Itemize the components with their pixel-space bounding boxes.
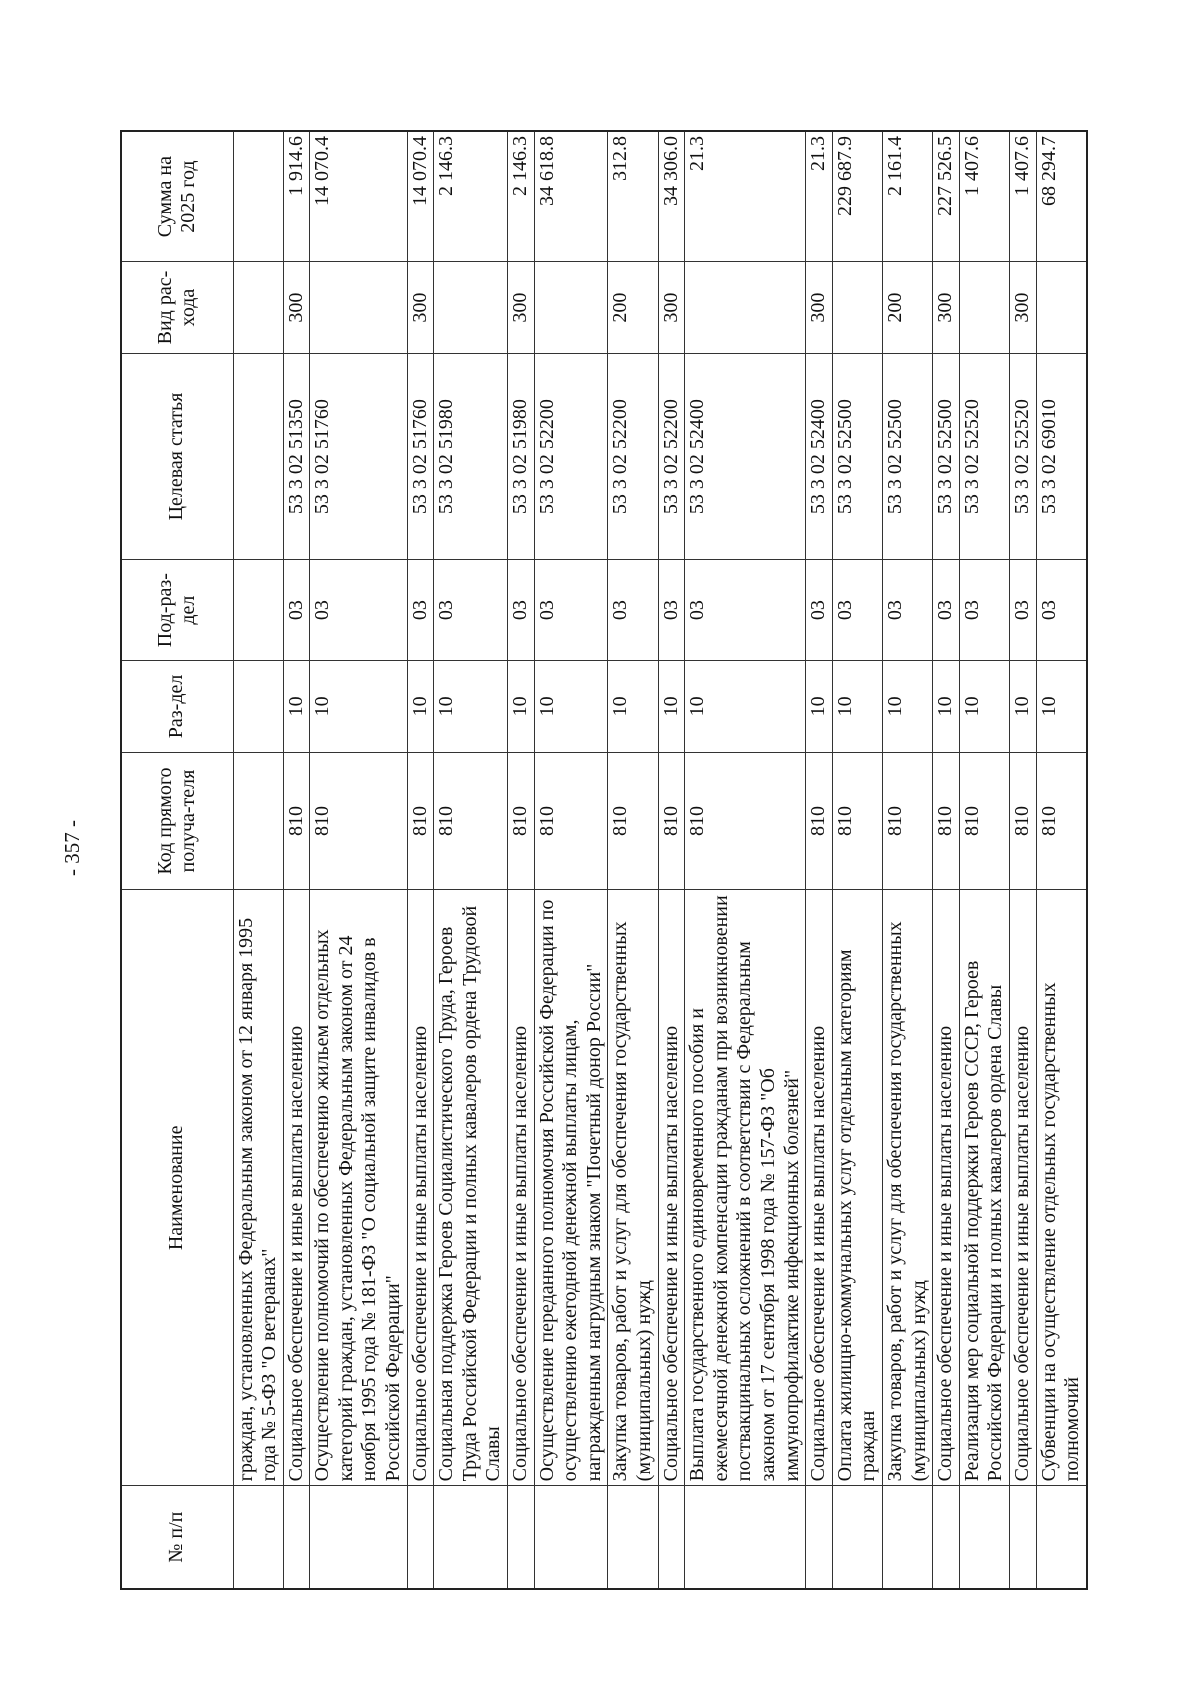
cell-name: Реализация мер социальной поддержки Героев СССР, Героев Российской Федерации и полных кавалеров ордена Славы	[959, 890, 1009, 1486]
header-name: Наименование	[121, 890, 233, 1486]
cell-recipient-code: 810	[933, 752, 960, 890]
cell-name: Социальное обеспечение и иные выплаты населению	[933, 890, 960, 1486]
cell-target-article: 53 3 02 69010	[1036, 353, 1087, 559]
cell-expense-type	[685, 262, 806, 354]
header-num: № п/п	[121, 1486, 233, 1589]
cell-section: 10	[283, 661, 310, 753]
cell-expense-type: 200	[882, 262, 932, 354]
cell-section: 10	[806, 661, 833, 753]
cell-expense-type: 200	[608, 262, 658, 354]
table-header-row	[121, 131, 233, 1589]
cell-recipient-code	[233, 752, 283, 890]
cell-subsection: 03	[407, 560, 434, 661]
cell-num	[608, 1486, 658, 1589]
cell-target-article: 53 3 02 52200	[534, 353, 608, 559]
cell-num	[1036, 1486, 1087, 1589]
cell-amount: 227 526.5	[933, 131, 960, 262]
table-row	[658, 131, 685, 1589]
cell-target-article: 53 3 02 52520	[1009, 353, 1036, 559]
cell-expense-type: 300	[508, 262, 535, 354]
cell-recipient-code: 810	[832, 752, 882, 890]
cell-target-article: 53 3 02 51760	[407, 353, 434, 559]
cell-section: 10	[658, 661, 685, 753]
cell-num	[434, 1486, 508, 1589]
table-body	[233, 131, 1087, 1589]
table-row	[233, 131, 283, 1589]
cell-subsection: 03	[933, 560, 960, 661]
cell-target-article: 53 3 02 52500	[882, 353, 932, 559]
cell-num	[310, 1486, 407, 1589]
cell-subsection: 03	[685, 560, 806, 661]
cell-target-article: 53 3 02 52200	[658, 353, 685, 559]
cell-target-article: 53 3 02 51760	[310, 353, 407, 559]
table-row	[882, 131, 932, 1589]
cell-amount: 34 306.0	[658, 131, 685, 262]
cell-num	[685, 1486, 806, 1589]
cell-name: Закупка товаров, работ и услуг для обеспечения государственных (муниципальных) нужд	[882, 890, 932, 1486]
cell-section: 10	[310, 661, 407, 753]
cell-recipient-code: 810	[283, 752, 310, 890]
cell-name: Оплата жилищно-коммунальных услуг отдельным категориям граждан	[832, 890, 882, 1486]
cell-name: Выплата государственного единовременного пособия и ежемесячной денежной компенсации гражданам при возникновении поствакцинальных осложнений в соответствии с Федеральным законом от 17 сентября 1998 года № 157-ФЗ "Об иммунопрофилактике инфекционных болезней"	[685, 890, 806, 1486]
cell-num	[508, 1486, 535, 1589]
table-row	[310, 131, 407, 1589]
cell-num	[882, 1486, 932, 1589]
cell-target-article: 53 3 02 51350	[283, 353, 310, 559]
cell-num	[534, 1486, 608, 1589]
table-row	[407, 131, 434, 1589]
cell-num	[233, 1486, 283, 1589]
cell-target-article	[233, 353, 283, 559]
header-expense-type: Вид рас-хода	[121, 262, 233, 354]
cell-amount: 312.8	[608, 131, 658, 262]
cell-name: Социальное обеспечение и иные выплаты населению	[1009, 890, 1036, 1486]
cell-num	[283, 1486, 310, 1589]
cell-target-article: 53 3 02 52500	[832, 353, 882, 559]
table-row	[685, 131, 806, 1589]
cell-num	[806, 1486, 833, 1589]
cell-subsection: 03	[882, 560, 932, 661]
cell-num	[1009, 1486, 1036, 1589]
table-row	[534, 131, 608, 1589]
cell-section: 10	[434, 661, 508, 753]
cell-recipient-code: 810	[434, 752, 508, 890]
cell-amount: 2 161.4	[882, 131, 932, 262]
table-row	[933, 131, 960, 1589]
rotated-page-content	[120, 130, 1120, 1590]
page-number: - 357 -	[60, 820, 84, 876]
table-row	[608, 131, 658, 1589]
cell-amount: 1 407.6	[959, 131, 1009, 262]
cell-subsection: 03	[310, 560, 407, 661]
table-row	[806, 131, 833, 1589]
cell-recipient-code: 810	[685, 752, 806, 890]
cell-recipient-code: 810	[658, 752, 685, 890]
cell-name: Социальная поддержка Героев Социалистического Труда, Героев Труда Российской Федерации и полных кавалеров ордена Трудовой Славы	[434, 890, 508, 1486]
cell-expense-type	[1036, 262, 1087, 354]
cell-recipient-code: 810	[608, 752, 658, 890]
cell-amount: 21.3	[806, 131, 833, 262]
cell-section: 10	[407, 661, 434, 753]
cell-amount: 14 070.4	[310, 131, 407, 262]
header-recipient-code: Код прямого получа-теля	[121, 752, 233, 890]
header-amount-2025: Сумма на 2025 год	[121, 131, 233, 262]
cell-section: 10	[608, 661, 658, 753]
cell-amount	[233, 131, 283, 262]
cell-target-article: 53 3 02 52500	[933, 353, 960, 559]
cell-name: граждан, установленных Федеральным законом от 12 января 1995 года № 5-ФЗ "О ветеранах"	[233, 890, 283, 1486]
cell-expense-type	[959, 262, 1009, 354]
table-row	[1009, 131, 1036, 1589]
cell-expense-type	[310, 262, 407, 354]
cell-num	[658, 1486, 685, 1589]
cell-recipient-code: 810	[508, 752, 535, 890]
table-row	[283, 131, 310, 1589]
cell-expense-type	[434, 262, 508, 354]
header-target-article: Целевая статья	[121, 353, 233, 559]
cell-recipient-code: 810	[534, 752, 608, 890]
cell-section: 10	[832, 661, 882, 753]
budget-table	[120, 130, 1088, 1590]
cell-num	[832, 1486, 882, 1589]
cell-section: 10	[882, 661, 932, 753]
cell-section: 10	[959, 661, 1009, 753]
cell-amount: 14 070.4	[407, 131, 434, 262]
cell-name: Социальное обеспечение и иные выплаты населению	[283, 890, 310, 1486]
cell-expense-type: 300	[407, 262, 434, 354]
cell-name: Субвенции на осуществление отдельных государственных полномочий	[1036, 890, 1087, 1486]
table-row	[1036, 131, 1087, 1589]
cell-subsection: 03	[508, 560, 535, 661]
cell-expense-type: 300	[283, 262, 310, 354]
table-row	[959, 131, 1009, 1589]
cell-target-article: 53 3 02 52400	[806, 353, 833, 559]
cell-section: 10	[508, 661, 535, 753]
cell-subsection: 03	[959, 560, 1009, 661]
cell-subsection: 03	[832, 560, 882, 661]
cell-name: Социальное обеспечение и иные выплаты населению	[407, 890, 434, 1486]
cell-target-article: 53 3 02 52400	[685, 353, 806, 559]
cell-amount: 1 914.6	[283, 131, 310, 262]
cell-expense-type: 300	[658, 262, 685, 354]
cell-recipient-code: 810	[959, 752, 1009, 890]
cell-target-article: 53 3 02 51980	[434, 353, 508, 559]
cell-section: 10	[1036, 661, 1087, 753]
table-row	[434, 131, 508, 1589]
cell-amount: 68 294.7	[1036, 131, 1087, 262]
cell-name: Социальное обеспечение и иные выплаты населению	[658, 890, 685, 1486]
cell-num	[407, 1486, 434, 1589]
cell-subsection: 03	[534, 560, 608, 661]
cell-amount: 2 146.3	[434, 131, 508, 262]
cell-target-article: 53 3 02 51980	[508, 353, 535, 559]
cell-section: 10	[1009, 661, 1036, 753]
cell-amount: 21.3	[685, 131, 806, 262]
cell-name: Осуществление переданного полномочия Российской Федерации по осуществлению ежегодной денежной выплаты лицам, награжденным нагрудным знаком "Почетный донор России"	[534, 890, 608, 1486]
cell-section: 10	[685, 661, 806, 753]
cell-target-article: 53 3 02 52200	[608, 353, 658, 559]
cell-expense-type	[534, 262, 608, 354]
table-row	[832, 131, 882, 1589]
cell-num	[959, 1486, 1009, 1589]
cell-section	[233, 661, 283, 753]
cell-subsection: 03	[608, 560, 658, 661]
cell-subsection: 03	[283, 560, 310, 661]
cell-recipient-code: 810	[407, 752, 434, 890]
cell-expense-type: 300	[806, 262, 833, 354]
table-row	[508, 131, 535, 1589]
cell-name: Социальное обеспечение и иные выплаты населению	[806, 890, 833, 1486]
cell-recipient-code: 810	[1009, 752, 1036, 890]
cell-subsection: 03	[806, 560, 833, 661]
cell-subsection: 03	[434, 560, 508, 661]
cell-amount: 1 407.6	[1009, 131, 1036, 262]
cell-section: 10	[534, 661, 608, 753]
header-subsection: Под-раз-дел	[121, 560, 233, 661]
cell-amount: 2 146.3	[508, 131, 535, 262]
cell-num	[933, 1486, 960, 1589]
cell-expense-type: 300	[933, 262, 960, 354]
cell-recipient-code: 810	[806, 752, 833, 890]
cell-name: Социальное обеспечение и иные выплаты населению	[508, 890, 535, 1486]
cell-recipient-code: 810	[882, 752, 932, 890]
cell-recipient-code: 810	[1036, 752, 1087, 890]
cell-expense-type: 300	[1009, 262, 1036, 354]
cell-section: 10	[933, 661, 960, 753]
header-section: Раз-дел	[121, 661, 233, 753]
cell-subsection	[233, 560, 283, 661]
cell-subsection: 03	[1009, 560, 1036, 661]
cell-target-article: 53 3 02 52520	[959, 353, 1009, 559]
cell-recipient-code: 810	[310, 752, 407, 890]
cell-subsection: 03	[1036, 560, 1087, 661]
cell-subsection: 03	[658, 560, 685, 661]
cell-name: Закупка товаров, работ и услуг для обеспечения государственных (муниципальных) нужд	[608, 890, 658, 1486]
cell-expense-type	[233, 262, 283, 354]
cell-amount: 229 687.9	[832, 131, 882, 262]
cell-amount: 34 618.8	[534, 131, 608, 262]
cell-expense-type	[832, 262, 882, 354]
cell-name: Осуществление полномочий по обеспечению жильем отдельных категорий граждан, установленных Федеральным законом от 24 ноября 1995 года № 181-ФЗ "О социальной защите инвалидов в Российской Федерации"	[310, 890, 407, 1486]
